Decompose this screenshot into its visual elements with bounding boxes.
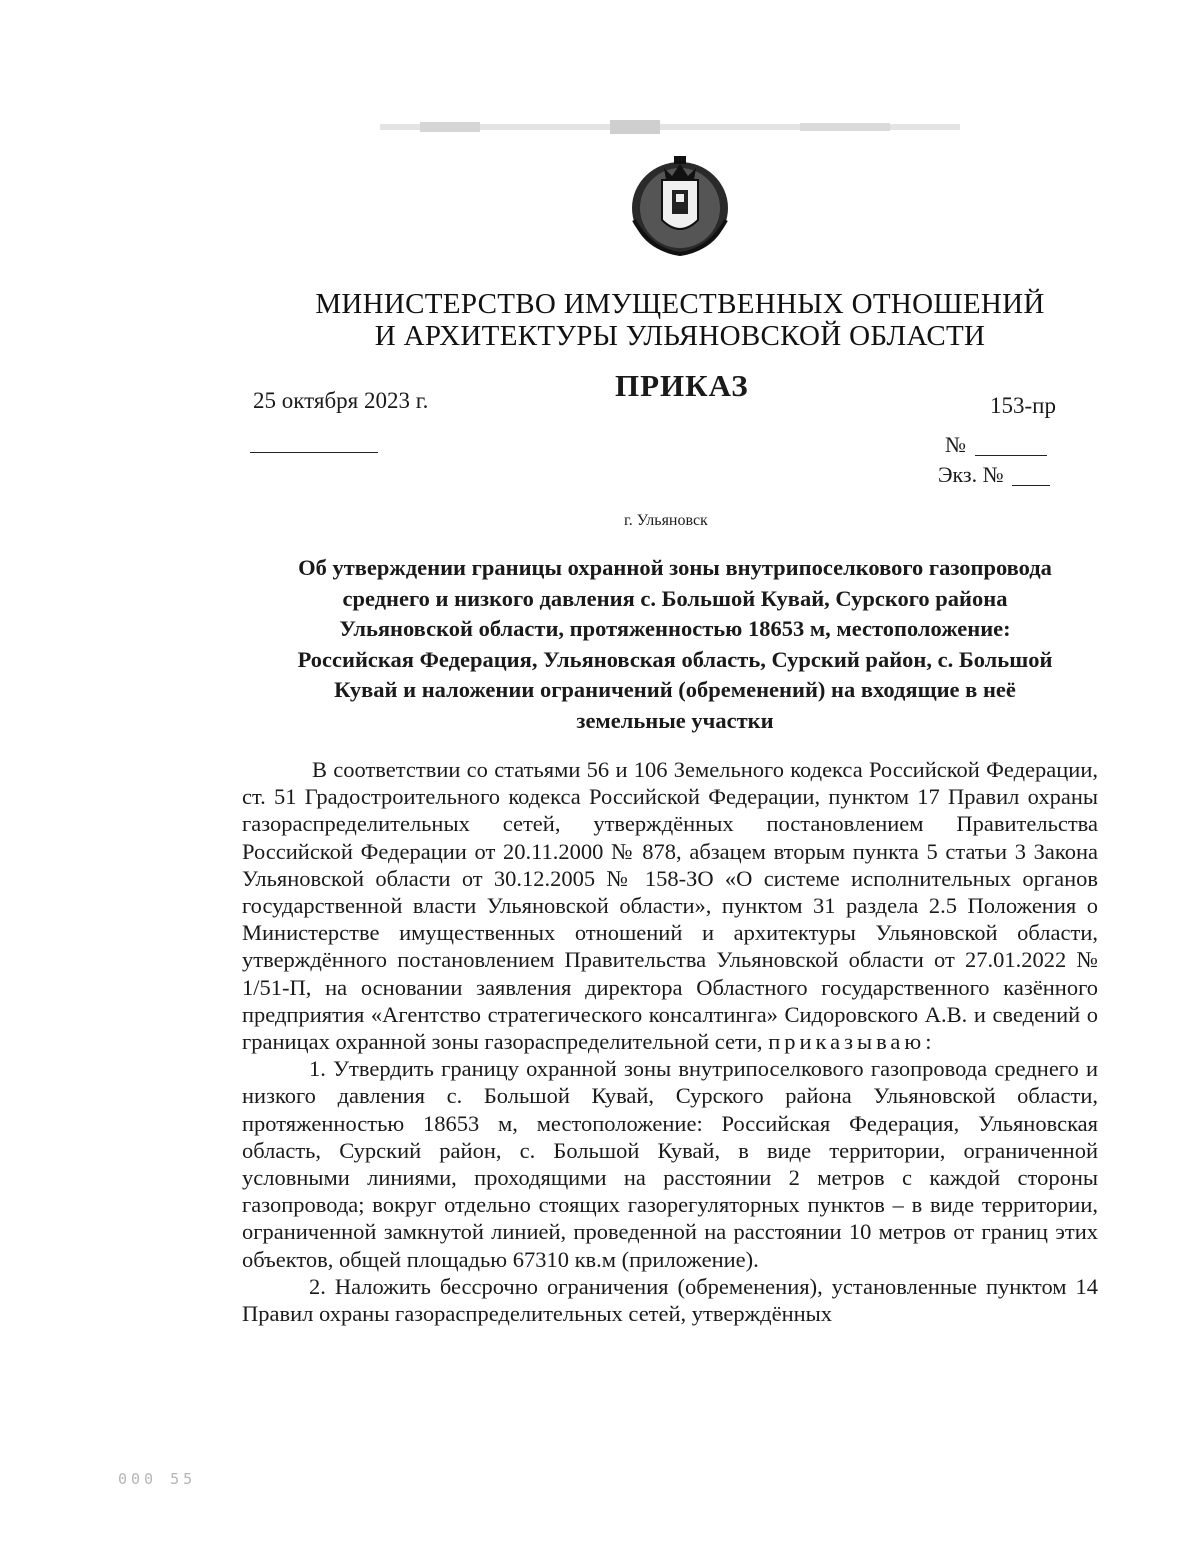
heading-line: земельные участки: [576, 707, 774, 733]
heading-line: Кувай и наложении ограничений (обременений) на входящие в неё: [334, 677, 1016, 702]
copy-number-label: Экз. №: [938, 462, 1004, 487]
order-date: 25 октября 2023 г.: [253, 388, 429, 413]
copy-number-underline: [1012, 485, 1050, 486]
scan-noise-stripe: [380, 118, 960, 136]
date-underline: [250, 452, 378, 453]
order-item-1: 1. Утвердить границу охранной зоны внутрипоселкового газопровода среднего и низкого давления с. Большой Кувай, Сурского района Ульяновской области, протяженностью 18653 м, местоположение: Российская Федерация, Ульяновская область, Сурский район, с. Большой Кувай, в виде территории, ограниченной условными линиями, проходящими на расстоянии 2 метров с каждой стороны газопровода; вокруг отдельно стоящих газорегуляторных пунктов – в виде территории, ограниченной замкнутой линией, проведенной на расстоянии 10 метров от границ этих объектов, общей площадью 67310 кв.м (приложение).: [242, 1056, 1098, 1272]
ministry-name-line-2: И АРХИТЕКТУРЫ УЛЬЯНОВСКОЙ ОБЛАСТИ: [374, 320, 986, 352]
city-label: г. Ульяновск: [624, 512, 708, 529]
heading-line: Об утверждении границы охранной зоны внутрипоселкового газопровода: [298, 555, 1052, 580]
heading-line: Российская Федерация, Ульяновская область, Сурский район, с. Большой: [297, 646, 1053, 672]
order-title: ПРИКАЗ: [615, 368, 749, 403]
number-underline: [975, 455, 1047, 456]
order-number: 153-пр: [990, 393, 1056, 418]
scan-page-mark: 000 55: [118, 1470, 197, 1488]
heading-line: среднего и низкого давления с. Большой Кувай, Сурского района: [342, 585, 1008, 611]
heading-line: Ульяновской области, протяженностью 18653 м, местоположение:: [339, 616, 1011, 641]
coat-of-arms-emblem: [620, 150, 740, 260]
preamble-text: В соответствии со статьями 56 и 106 Земельного кодекса Российской Федерации, ст. 51 Градостроительного кодекса Российской Федерации, пунктом 17 Правил охраны газораспределительных сетей, утверждённых постановлением Правительства Российской Федерации от 20.11.2000 № 878, абзацем вторым пункта 5 статьи 3 Закона Ульяновской области от 30.12.2005 № 158-ЗО «О системе исполнительных органов государственной власти Ульяновской области», пунктом 31 раздела 2.5 Положения о Министерстве имущественных отношений и архитектуры Ульяновской области, утверждённого постановлением Правительства Ульяновской области от 27.01.2022 № 1/51-П, на основании заявления директора Областного государственного казённого предприятия «Агентство стратегического консалтинга» Сидоровского А.В. и сведений о границах охранной зоны газораспределительной сети,: [242, 757, 1098, 1055]
order-verb: приказываю:: [768, 1029, 936, 1055]
order-heading: [245, 553, 1105, 736]
preamble-paragraph: [242, 756, 1098, 1055]
order-item-2: 2. Наложить бессрочно ограничения (обременения), установленные пунктом 14 Правил охраны газораспределительных сетей, утверждённых: [242, 1273, 1098, 1327]
ministry-name-line-1: МИНИСТЕРСТВО ИМУЩЕСТВЕННЫХ ОТНОШЕНИЙ: [315, 288, 1045, 320]
order-body: [242, 756, 1098, 1327]
number-label: №: [945, 432, 966, 457]
